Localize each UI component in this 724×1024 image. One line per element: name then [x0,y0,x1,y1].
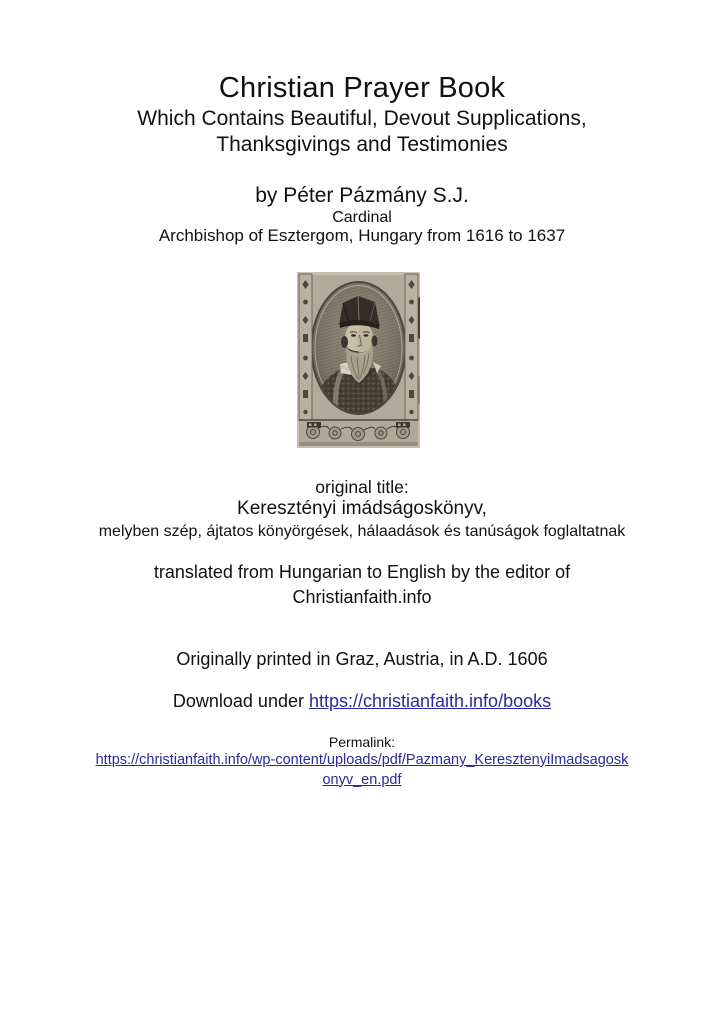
subtitle-line-1: Which Contains Beautiful, Devout Supplications, [137,107,587,130]
download-prefix: Download under [172,691,309,711]
author-tenure: Archbishop of Esztergom, Hungary from 1616 to 1637 [158,226,566,245]
translation-line-1: translated from Hungarian to English by the editor of [153,562,571,582]
download-line [0,690,724,713]
download-link[interactable]: https://christianfaith.info/books [308,691,552,711]
original-title-hungarian: Keresztényi imádságoskönyv, [237,498,487,519]
permalink-label: Permalink: [328,734,396,750]
permalink-line [0,751,724,790]
author-byline: by Péter Pázmány S.J. [255,184,469,207]
author-role: Cardinal [332,209,392,226]
original-title-label: original title: [315,477,409,497]
translation-note [0,560,724,610]
subtitle-line-2: Thanksgivings and Testimonies [216,133,508,156]
portrait-image [297,272,420,448]
page-subtitle [0,106,724,158]
permalink-url-line-2: onyv_en.pdf [322,771,402,788]
printing-note: Originally printed in Graz, Austria, in A.D. 1606 [176,649,548,669]
page-title: Christian Prayer Book [218,72,506,104]
permalink-url-line-1: https://christianfaith.info/wp-content/uploads/pdf/Pazmany_KeresztenyiImadsagosk [95,752,629,768]
permalink-link[interactable] [96,752,629,788]
portrait-engraving-pazmany [297,272,420,448]
original-subtitle-hungarian: melyben szép, ájtatos könyörgések, hálaadások és tanúságok foglaltatnak [98,523,626,540]
translation-line-2: Christianfaith.info [292,587,432,607]
